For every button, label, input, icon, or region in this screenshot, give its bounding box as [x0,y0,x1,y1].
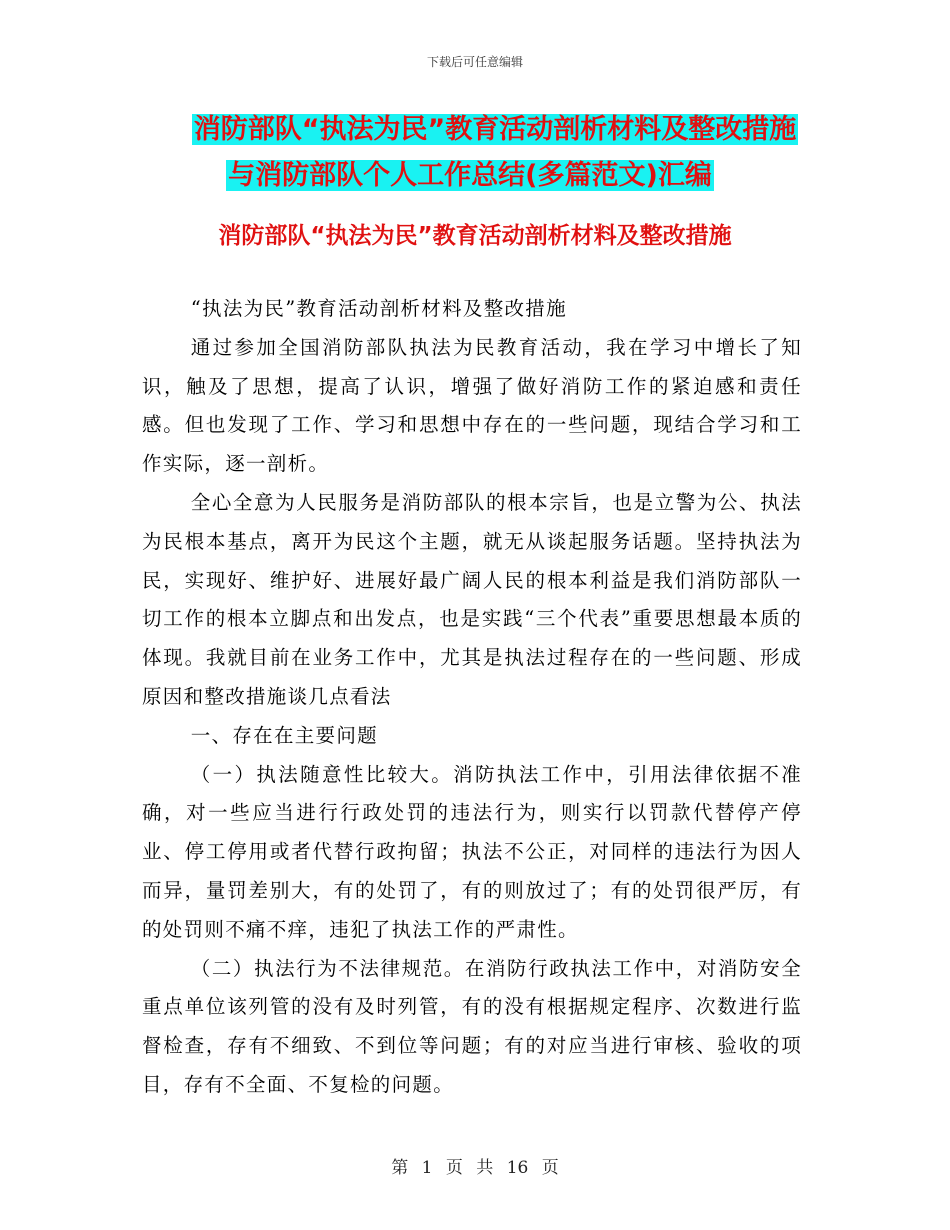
paragraph: （一）执法随意性比较大。消防执法工作中，引用法律依据不准确，对一些应当进行行政处罚的违法行为，则实行以罚款代替停产停业、停工停用或者代替行政拘留；执法不公正，对同样的违法行为因人而异，量罚差别大，有的处罚了，有的则放过了；有的处罚很严厉，有的处罚则不痛不痒，违犯了执法工作的严肃性。 [142,762,802,941]
footer-mid-2: 共 [476,1158,494,1178]
document-title-line-2-text: 与消防部队个人工作总结(多篇范文)汇编 [228,160,712,191]
paragraph: 通过参加全国消防部队执法为民教育活动，我在学习中增长了知识，触及了思想，提高了认识，增强了做好消防工作的紧迫感和责任感。但也发现了工作、学习和思想中存在的一些问题，现结合学习和工作实际，逐一剖析。 [142,335,802,476]
section-title: 消防部队“执法为民”教育活动剖析材料及整改措施 [218,223,732,249]
footer-suffix: 页 [541,1158,559,1178]
footer-prefix: 第 [391,1158,409,1178]
document-title-line-2 [0,156,945,196]
paragraph: “执法为民”教育活动剖析材料及整改措施 [190,297,567,320]
footer-total-pages: 16 [506,1158,529,1178]
document-title-line-1 [20,110,950,150]
paragraph: 一、存在在主要问题 [190,723,378,747]
paragraph: 全心全意为人民服务是消防部队的根本宗旨，也是立警为公、执法为民根本基点，离开为民这个主题，就无从谈起服务话题。坚持执法为民，实现好、维护好、进展好最广阔人民的根本利益是我们消防部队一切工作的根本立脚点和出发点，也是实践“三个代表”重要思想最本质的体现。我就目前在业务工作中，尤其是执法过程存在的一些问题、形成原因和整改措施谈几点看法 [142,490,802,708]
document-body [142,290,802,1105]
paragraph: （二）执法行为不法律规范。在消防行政执法工作中，对消防安全重点单位该列管的没有及时列管，有的没有根据规定程序、次数进行监督检查，存有不细致、不到位等问题；有的对应当进行审核、验收的项目，存有不全面、不复检的问题。 [142,956,802,1096]
page-footer [0,1153,950,1178]
footer-page-number: 1 [421,1158,433,1178]
header-note: 下载后可任意编辑 [426,55,523,69]
footer-mid-1: 页 [445,1158,463,1178]
document-title-line-1-text: 消防部队“执法为民”教育活动剖析材料及整改措施 [193,114,797,145]
